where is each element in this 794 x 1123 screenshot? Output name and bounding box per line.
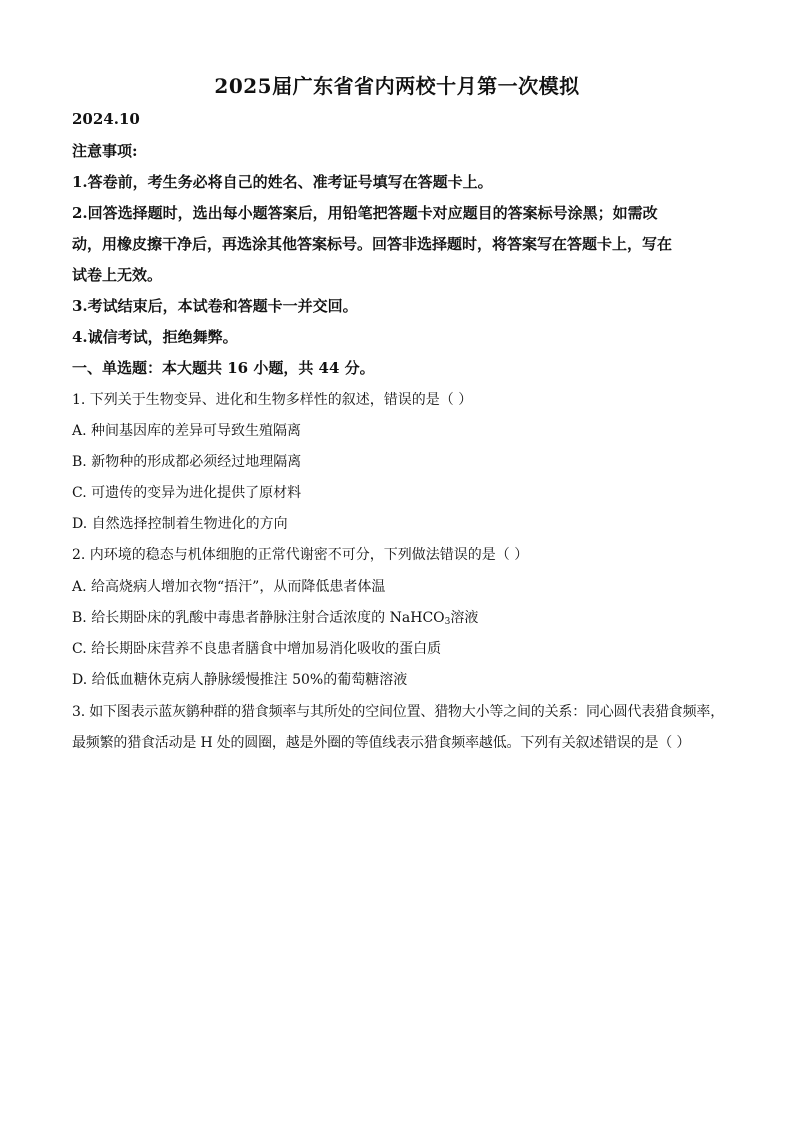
option-b-suffix: 溶液 xyxy=(450,610,479,626)
question-2-option-d: D. 给低血糖休克病人静脉缓慢推注 50%的葡萄糖溶液 xyxy=(72,672,408,688)
question-1-option-c: C. 可遗传的变异为进化提供了原材料 xyxy=(72,485,302,501)
question-2-option-b xyxy=(72,607,478,627)
question-2-option-a: A. 给高烧病人增加衣物“捂汗”，从而降低患者体温 xyxy=(72,579,386,595)
note-item-1: 1.答卷前，考生务必将自己的姓名、准考证号填写在答题卡上。 xyxy=(72,173,493,191)
question-2-option-c: C. 给长期卧床营养不良患者膳食中增加易消化吸收的蛋白质 xyxy=(72,641,442,657)
question-2-stem: 2. 内环境的稳态与机体细胞的正常代谢密不可分，下列做法错误的是（ ） xyxy=(72,547,529,563)
question-3-stem-line2: 最频繁的猎食活动是 H 处的圆圈，越是外圈的等值线表示猎食频率越低。下列有关叙述错误的是（ ） xyxy=(72,735,691,751)
note-item-3: 3.考试结束后，本试卷和答题卡一并交回。 xyxy=(72,297,358,315)
section-heading: 一、单选题：本大题共 16 小题，共 44 分。 xyxy=(72,359,375,377)
notes-heading: 注意事项: xyxy=(72,142,138,160)
note-item-2-cont: 动，用橡皮擦干净后，再选涂其他答案标号。回答非选择题时，将答案写在答题卡上，写在 xyxy=(72,235,673,253)
question-1-option-b: B. 新物种的形成都必须经过地理隔离 xyxy=(72,454,302,470)
exam-date: 2024.10 xyxy=(72,110,140,128)
question-1-option-d: D. 自然选择控制着生物进化的方向 xyxy=(72,516,288,532)
note-item-2-end: 试卷上无效。 xyxy=(72,266,163,284)
note-item-4: 4.诚信考试，拒绝舞弊。 xyxy=(72,328,238,346)
exam-title: 2025届广东省省内两校十月第一次模拟 xyxy=(214,74,580,98)
question-1-stem: 1. 下列关于生物变异、进化和生物多样性的叙述，错误的是（ ） xyxy=(72,392,473,408)
question-3-stem-line1: 3. 如下图表示蓝灰鹟种群的猎食频率与其所处的空间位置、猎物大小等之间的关系：同心圆代表猎食频率， xyxy=(72,704,725,720)
question-1-option-a: A. 种间基因库的差异可导致生殖隔离 xyxy=(72,423,302,439)
option-b-subscript: 3 xyxy=(444,617,451,627)
note-item-2: 2.回答选择题时，选出每小题答案后，用铅笔把答题卡对应题目的答案标号涂黑；如需改 xyxy=(72,204,658,222)
option-b-text: B. 给长期卧床的乳酸中毒患者静脉注射合适浓度的 NaHCO xyxy=(72,610,445,626)
